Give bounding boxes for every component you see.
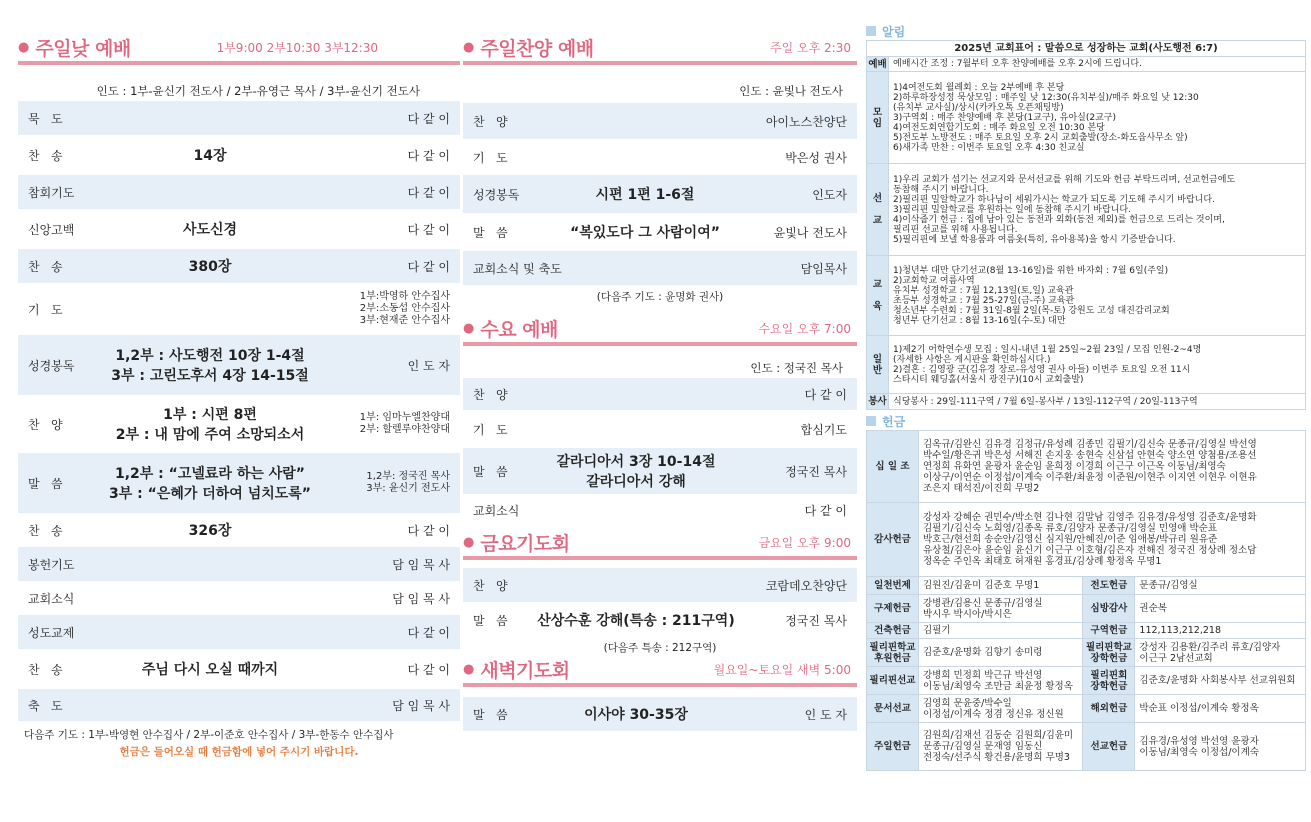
- dawn-time: 월요일~토요일 새벽 5:00: [713, 662, 851, 677]
- row-right: 다 같 이: [407, 222, 450, 237]
- praise-time: 주일 오후 2:30: [770, 40, 851, 55]
- offering-names: 김준호/윤명화 김향기 송미령: [919, 639, 1083, 667]
- service-row: [463, 602, 857, 638]
- offering-category: 구역헌금: [1083, 623, 1135, 639]
- row-label: 참회기도: [28, 185, 75, 200]
- row-right: 다 같 이: [804, 503, 847, 518]
- row-right: 합심기도: [800, 422, 847, 437]
- notice-text: 1)4여전도회 월례회 : 오늘 2부예배 후 본당 2)하루하장성정 묵상모임 : 매주일 낮 12:30(유치부실)/매주 화요일 낮 12:30 (유치부 교사실)/상시(카카오톡 오픈채팅방) 3)구역회 : 매주 찬양예배 후 본당(1교구), 유아실(2교구) 4)여전도회연합기도회 : 매주 화요일 오전 10:30 본당 5)전도부 노방전도 : 매주 토요일 오후 2시 교회출발(장소-화도읍사무소 앞) 6)새가족 만찬 : 이번주 토요일 오후 4:30 친교실: [889, 72, 1306, 164]
- square-icon: [866, 26, 876, 36]
- praise-leader: 인도 : 윤빛나 전도사: [739, 84, 843, 98]
- row-content: 1,2부 : 사도행전 10장 1-4절 3부 : 고린도후서 4장 14-15절: [111, 348, 309, 384]
- row-content: 갈라디아서 3장 10-14절 갈라디아서 강해: [556, 454, 716, 490]
- notice-row: [867, 394, 1306, 410]
- notice-head: [866, 22, 1306, 40]
- row-label: 찬 양: [473, 578, 508, 593]
- praise-title: 주일찬양 예배: [480, 37, 594, 60]
- row-label: 성경봉독: [473, 187, 520, 202]
- offering-category: 전도헌금: [1083, 577, 1135, 595]
- service-row: [18, 209, 460, 249]
- offering-head-label: 헌금: [882, 414, 906, 429]
- row-right: 다 같 이: [407, 185, 450, 200]
- offering-names: 김유경/유성영 박선영 윤광자 이동님/최영숙 이정섭/이계숙: [1135, 723, 1306, 771]
- bullet-icon: ●: [463, 534, 475, 550]
- notice-row: [867, 72, 1306, 164]
- praise-order: [463, 103, 857, 285]
- row-label: 성경봉독: [28, 358, 75, 373]
- service-row: [463, 139, 857, 175]
- notice-row: [867, 164, 1306, 256]
- row-right: 담 임 목 사: [392, 591, 450, 606]
- service-row: [463, 494, 857, 526]
- dawn-order: [463, 697, 857, 731]
- offering-category: 선교헌금: [1083, 723, 1135, 771]
- row-content: 1,2부 : “고넬료라 하는 사람” 3부 : “은혜가 더하여 넘치도록”: [108, 466, 311, 502]
- row-right: 다 같 이: [407, 625, 450, 640]
- service-row: [18, 649, 460, 689]
- row-right: 박은성 권사: [785, 150, 847, 165]
- row-label: 말 씀: [473, 613, 508, 628]
- sunday-order: [18, 101, 460, 721]
- row-label: 교회소식: [28, 591, 75, 606]
- row-right: 다 같 이: [407, 148, 450, 163]
- offering-category: 주일헌금: [867, 723, 919, 771]
- row-content: 1부 : 시편 8편 2부 : 내 맘에 주여 소망되소서: [115, 407, 305, 443]
- sunday-next-prayer: 다음주 기도 : 1부-박영현 안수집사 / 2부-이준호 안수집사 / 3부-한동수 안수집사: [24, 729, 394, 741]
- row-label: 성도교제: [28, 625, 75, 640]
- row-right: 1부:박영하 안수집사 2부:소동섭 안수집사 3부:현재준 안수집사: [359, 291, 450, 326]
- offering-category: 문서선교: [867, 695, 919, 723]
- row-label: 묵 도: [28, 111, 63, 126]
- row-label: 말 씀: [473, 707, 508, 722]
- offering-row: [867, 667, 1306, 695]
- service-row: [463, 175, 857, 213]
- row-content: 시편 1편 1-6절: [595, 187, 695, 203]
- service-row: [463, 568, 857, 602]
- offering-category: 일천번제: [867, 577, 919, 595]
- offering-row: [867, 577, 1306, 595]
- fri-next-special: (다음주 특송 : 212구역): [603, 642, 717, 654]
- row-content: “복있도다 그 사람이여”: [570, 225, 720, 241]
- praise-next-prayer: (다음주 기도 : 윤명화 권사): [596, 291, 724, 303]
- thanks-names: 강성자 강혜순 권민수/박소현 김나현 김말남 김영주 김유경/유성영 김준호/윤명화 김필기/김신숙 노희영/김종옥 류호/김양자 문종규/김영실 민영애 박순표 박호근/현선희 송순안/김영신 심지원/안혜진/이준 임애봉/박규리 원유준 유상철/김은아 윤순임 윤신기 이근구 이호형/김은자 전해진 정국진 정상례 정소담 정옥순 주인옥 최태호 허재원 홍경표/김상례 황정옥 무명1: [919, 503, 1306, 577]
- wed-title: 수요 예배: [480, 318, 558, 341]
- bullet-icon: ●: [18, 39, 30, 55]
- row-label: 신앙고백: [28, 222, 75, 237]
- row-content: 사도신경: [182, 222, 238, 238]
- row-label: 찬 송: [28, 148, 63, 163]
- row-right: 인 도 자: [407, 358, 450, 373]
- notice-category: 일 반: [867, 336, 889, 394]
- offering-row: [867, 623, 1306, 639]
- service-row: [463, 213, 857, 251]
- sunday-column: [18, 0, 460, 759]
- row-right: 정국진 목사: [785, 464, 847, 479]
- offering-category: 건축헌금: [867, 623, 919, 639]
- wed-order: [463, 378, 857, 526]
- row-label: 기 도: [28, 302, 63, 317]
- row-right: 코람데오찬양단: [765, 578, 847, 593]
- row-label: 말 씀: [473, 464, 508, 479]
- row-right: 인 도 자: [804, 707, 847, 722]
- offering-row: [867, 639, 1306, 667]
- other-services-column: [463, 0, 857, 731]
- offering-category: 필리핀회 장학헌금: [1083, 667, 1135, 695]
- service-row: [18, 547, 460, 581]
- row-label: 찬 양: [28, 417, 63, 432]
- sunday-header: [18, 33, 460, 65]
- row-label: 찬 송: [28, 523, 63, 538]
- row-content: 380장: [188, 259, 232, 275]
- service-row: [463, 448, 857, 494]
- square-icon: [866, 416, 876, 426]
- row-label: 축 도: [28, 698, 63, 713]
- notice-category: 선 교: [867, 164, 889, 256]
- offering-names: 강병희 민정희 박근규 박선영 이동님/최영숙 조만금 최윤정 황정옥: [919, 667, 1083, 695]
- row-right: 1부: 임마누엘찬양대 2부: 할렐루야찬양대: [359, 412, 450, 435]
- fri-time: 금요일 오후 9:00: [758, 535, 851, 550]
- row-right: 다 같 이: [407, 523, 450, 538]
- notice-category: 예배: [868, 58, 887, 70]
- row-content: 326장: [188, 523, 232, 539]
- row-right: 담 임 목 사: [392, 557, 450, 572]
- offering-names: 강성자 김용환/김주리 류호/김양자 이근구 2남선교회: [1135, 639, 1306, 667]
- dawn-title: 새벽기도회: [480, 659, 570, 682]
- offering-category: 필리핀선교: [867, 667, 919, 695]
- notice-row: [867, 256, 1306, 336]
- offering-names: 문종규/김영실: [1135, 577, 1306, 595]
- offering-names: 김원희/김재선 김동순 김원희/김윤미 문종규/김영실 문재영 임동신 전정숙/선주식 황건용/윤명희 무명3: [919, 723, 1083, 771]
- service-row: [463, 378, 857, 410]
- notice-row: [867, 57, 1306, 72]
- notice-row: [867, 336, 1306, 394]
- fri-order: [463, 568, 857, 638]
- news-column: [866, 0, 1306, 771]
- service-row: [18, 283, 460, 335]
- notice-head-label: 알림: [882, 24, 906, 39]
- offering-table: [866, 430, 1306, 771]
- praise-header: [463, 33, 857, 65]
- service-row: [18, 453, 460, 513]
- notice-text: 예배시간 조정 : 7월부터 오후 찬양예배를 오후 2시에 드립니다.: [889, 57, 1306, 72]
- row-label: 말 씀: [473, 225, 508, 240]
- row-label: 기 도: [473, 150, 508, 165]
- row-label: 교회소식: [473, 503, 520, 518]
- row-content: 주님 다시 오실 때까지: [141, 662, 279, 678]
- wed-leader: 인도 : 정국진 목사: [750, 361, 843, 375]
- sunday-title: 주일낮 예배: [35, 37, 131, 60]
- row-label: 말 씀: [28, 476, 63, 491]
- offering-names: 권순복: [1135, 595, 1306, 623]
- service-row: [463, 251, 857, 285]
- offering-row: [867, 595, 1306, 623]
- row-right: 다 같 이: [407, 662, 450, 677]
- service-row: [18, 615, 460, 649]
- row-right: 담 임 목 사: [392, 698, 450, 713]
- service-row: [18, 101, 460, 135]
- row-label: 찬 양: [473, 114, 508, 129]
- row-right: 1,2부: 정국진 목사 3부: 윤신기 전도사: [366, 471, 450, 494]
- notice-text: 1)제2기 어학연수생 모집 : 일시-내년 1월 25일~2월 23일 / 모집 인원-2~4명 (자세한 사항은 게시판을 확인하십시다.) 2)결혼 : 김영광 군(김유경 장로-유성영 권사 아들) 이번주 토요일 오전 11시 스타시티 웨딩홀(서울시 광진구)(10시 교회출발): [889, 336, 1306, 394]
- notice-text: 1)우리 교회가 섬기는 선교지와 문서선교를 위해 기도와 헌금 부탁드리며, 선교헌금에도 동참해 주시기 바랍니다. 2)필리핀 밀알학교가 하나님이 세워가시는 학교가 되도록 기도해 주시기 바랍니다. 3)필리핀 밀알학교를 후원하는 일에 동참해 주시기 바랍니다. 4)이삭줍기 헌금 : 집에 남아 있는 동전과 외화(동전 제외)를 헌금으로 드리는 것이며, 필리핀 선교를 위해 사용됩니다. 5)필리핀에 보낼 학용품과 여름옷(특히, 유아용복)을 항시 기증받습니다.: [889, 164, 1306, 256]
- row-right: 윤빛나 전도사: [773, 225, 847, 240]
- wed-header: [463, 314, 857, 346]
- bullet-icon: ●: [463, 320, 475, 336]
- dawn-header: [463, 655, 857, 687]
- notice-category: 교 육: [867, 256, 889, 336]
- row-right: 담임목사: [800, 261, 847, 276]
- notice-category: 봉사: [867, 394, 889, 410]
- offering-names: 김준호/윤명화 사회봉사부 선교위원회: [1135, 667, 1306, 695]
- service-row: [18, 335, 460, 395]
- row-content: 이사야 30-35장: [584, 707, 688, 723]
- wed-time: 수요일 오후 7:00: [758, 321, 851, 336]
- notice-text: 1)청년부 대만 단기선교(8월 13-16일)를 위한 바자회 : 7월 6일(주일) 2)교회학교 여름사역 유치부 성경학교 : 7월 12,13일(토,일) 교육관 초등부 성경학교 : 7월 25-27일(금-주) 교육관 청소년부 수련회 : 7월 31일-8월 2일(목-토) 강원도 고성 대진감리교회 청년부 단기선교 : 8월 13-16일(수-토) 대만: [889, 256, 1306, 336]
- row-label: 봉헌기도: [28, 557, 75, 572]
- offering-names: 박순표 이정섭/이계숙 황정옥: [1135, 695, 1306, 723]
- service-row: [18, 513, 460, 547]
- offering-category: 해외헌금: [1083, 695, 1135, 723]
- row-label: 찬 송: [28, 259, 63, 274]
- row-label: 교회소식 및 축도: [473, 261, 562, 276]
- notice-category: 모 임: [867, 72, 889, 164]
- offering-names: 김영희 문윤중/박수일 이정섭/이계숙 정겸 정신유 정신원: [919, 695, 1083, 723]
- service-row: [18, 135, 460, 175]
- bullet-icon: ●: [463, 661, 475, 677]
- offering-names: 김필기: [919, 623, 1083, 639]
- bullet-icon: ●: [463, 39, 475, 55]
- offering-category: 심방감사: [1083, 595, 1135, 623]
- row-content: 14장: [193, 148, 227, 164]
- fri-header: [463, 528, 857, 560]
- notice-text: 식당봉사 : 29일-111구역 / 7월 6일-봉사부 / 13일-112구역 / 20일-113구역: [889, 394, 1306, 410]
- service-row: [463, 103, 857, 139]
- offering-names: 112,113,212,218: [1135, 623, 1306, 639]
- motto-banner: 2025년 교회표어 : 말씀으로 성장하는 교회(사도행전 6:7): [867, 41, 1306, 57]
- row-label: 찬 양: [473, 387, 508, 402]
- row-label: 기 도: [473, 422, 508, 437]
- tithe-names: 김옥규/김완신 김유경 김정규/유성례 김종민 김필기/김신숙 문종규/김영실 박선영 박수일/황은귀 박은성 서해진 손지웅 송현숙 신삼섭 안현숙 양소연 양첨용/조용선 연정희 유화연 윤광자 윤순임 윤희정 이경희 이근구 이근옥 이동님/최영숙 이상구/이연순 이정섭/이계숙 이주환/최윤정 이준원/이현주 이지연 이현우 이현유 조은지 태석진/이진희 무명2: [919, 431, 1306, 503]
- notice-table: [866, 40, 1306, 410]
- offering-names: 강병관/김용신 문종규/김영실 박시우 박시아/박시은: [919, 595, 1083, 623]
- tithe-label: 십 일 조: [867, 431, 919, 503]
- service-row: [463, 410, 857, 448]
- row-right: 다 같 이: [407, 111, 450, 126]
- row-right: 인도자: [812, 187, 847, 202]
- row-right: 다 같 이: [407, 259, 450, 274]
- offering-row: [867, 695, 1306, 723]
- sunday-time: 1부9:00 2부10:30 3부12:30: [216, 40, 378, 55]
- row-right: 정국진 목사: [785, 613, 847, 628]
- offering-note: 헌금은 들어오실 때 헌금함에 넣어 주시기 바랍니다.: [119, 746, 359, 758]
- row-right: 다 같 이: [804, 387, 847, 402]
- offering-category: 구제헌금: [867, 595, 919, 623]
- service-row: [18, 395, 460, 453]
- offering-head: [866, 412, 1306, 430]
- row-label: 찬 송: [28, 662, 63, 677]
- service-row: [18, 581, 460, 615]
- row-right: 아이노스찬양단: [765, 114, 847, 129]
- fri-title: 금요기도회: [480, 532, 570, 555]
- service-row: [18, 689, 460, 721]
- offering-category: 필리핀학교 장학헌금: [1083, 639, 1135, 667]
- row-content: 산상수훈 강해(특송 : 211구역): [537, 613, 735, 629]
- offering-names: 김원진/김윤미 김준호 무명1: [919, 577, 1083, 595]
- offering-category: 필리핀학교 후원헌금: [867, 639, 919, 667]
- sunday-leaders: 인도 : 1부-윤신기 전도사 / 2부-유영근 목사 / 3부-윤신기 전도사: [96, 84, 420, 98]
- thanks-label: 감사헌금: [867, 503, 919, 577]
- service-row: [18, 249, 460, 283]
- service-row: [18, 175, 460, 209]
- service-row: [463, 697, 857, 731]
- offering-row: [867, 723, 1306, 771]
